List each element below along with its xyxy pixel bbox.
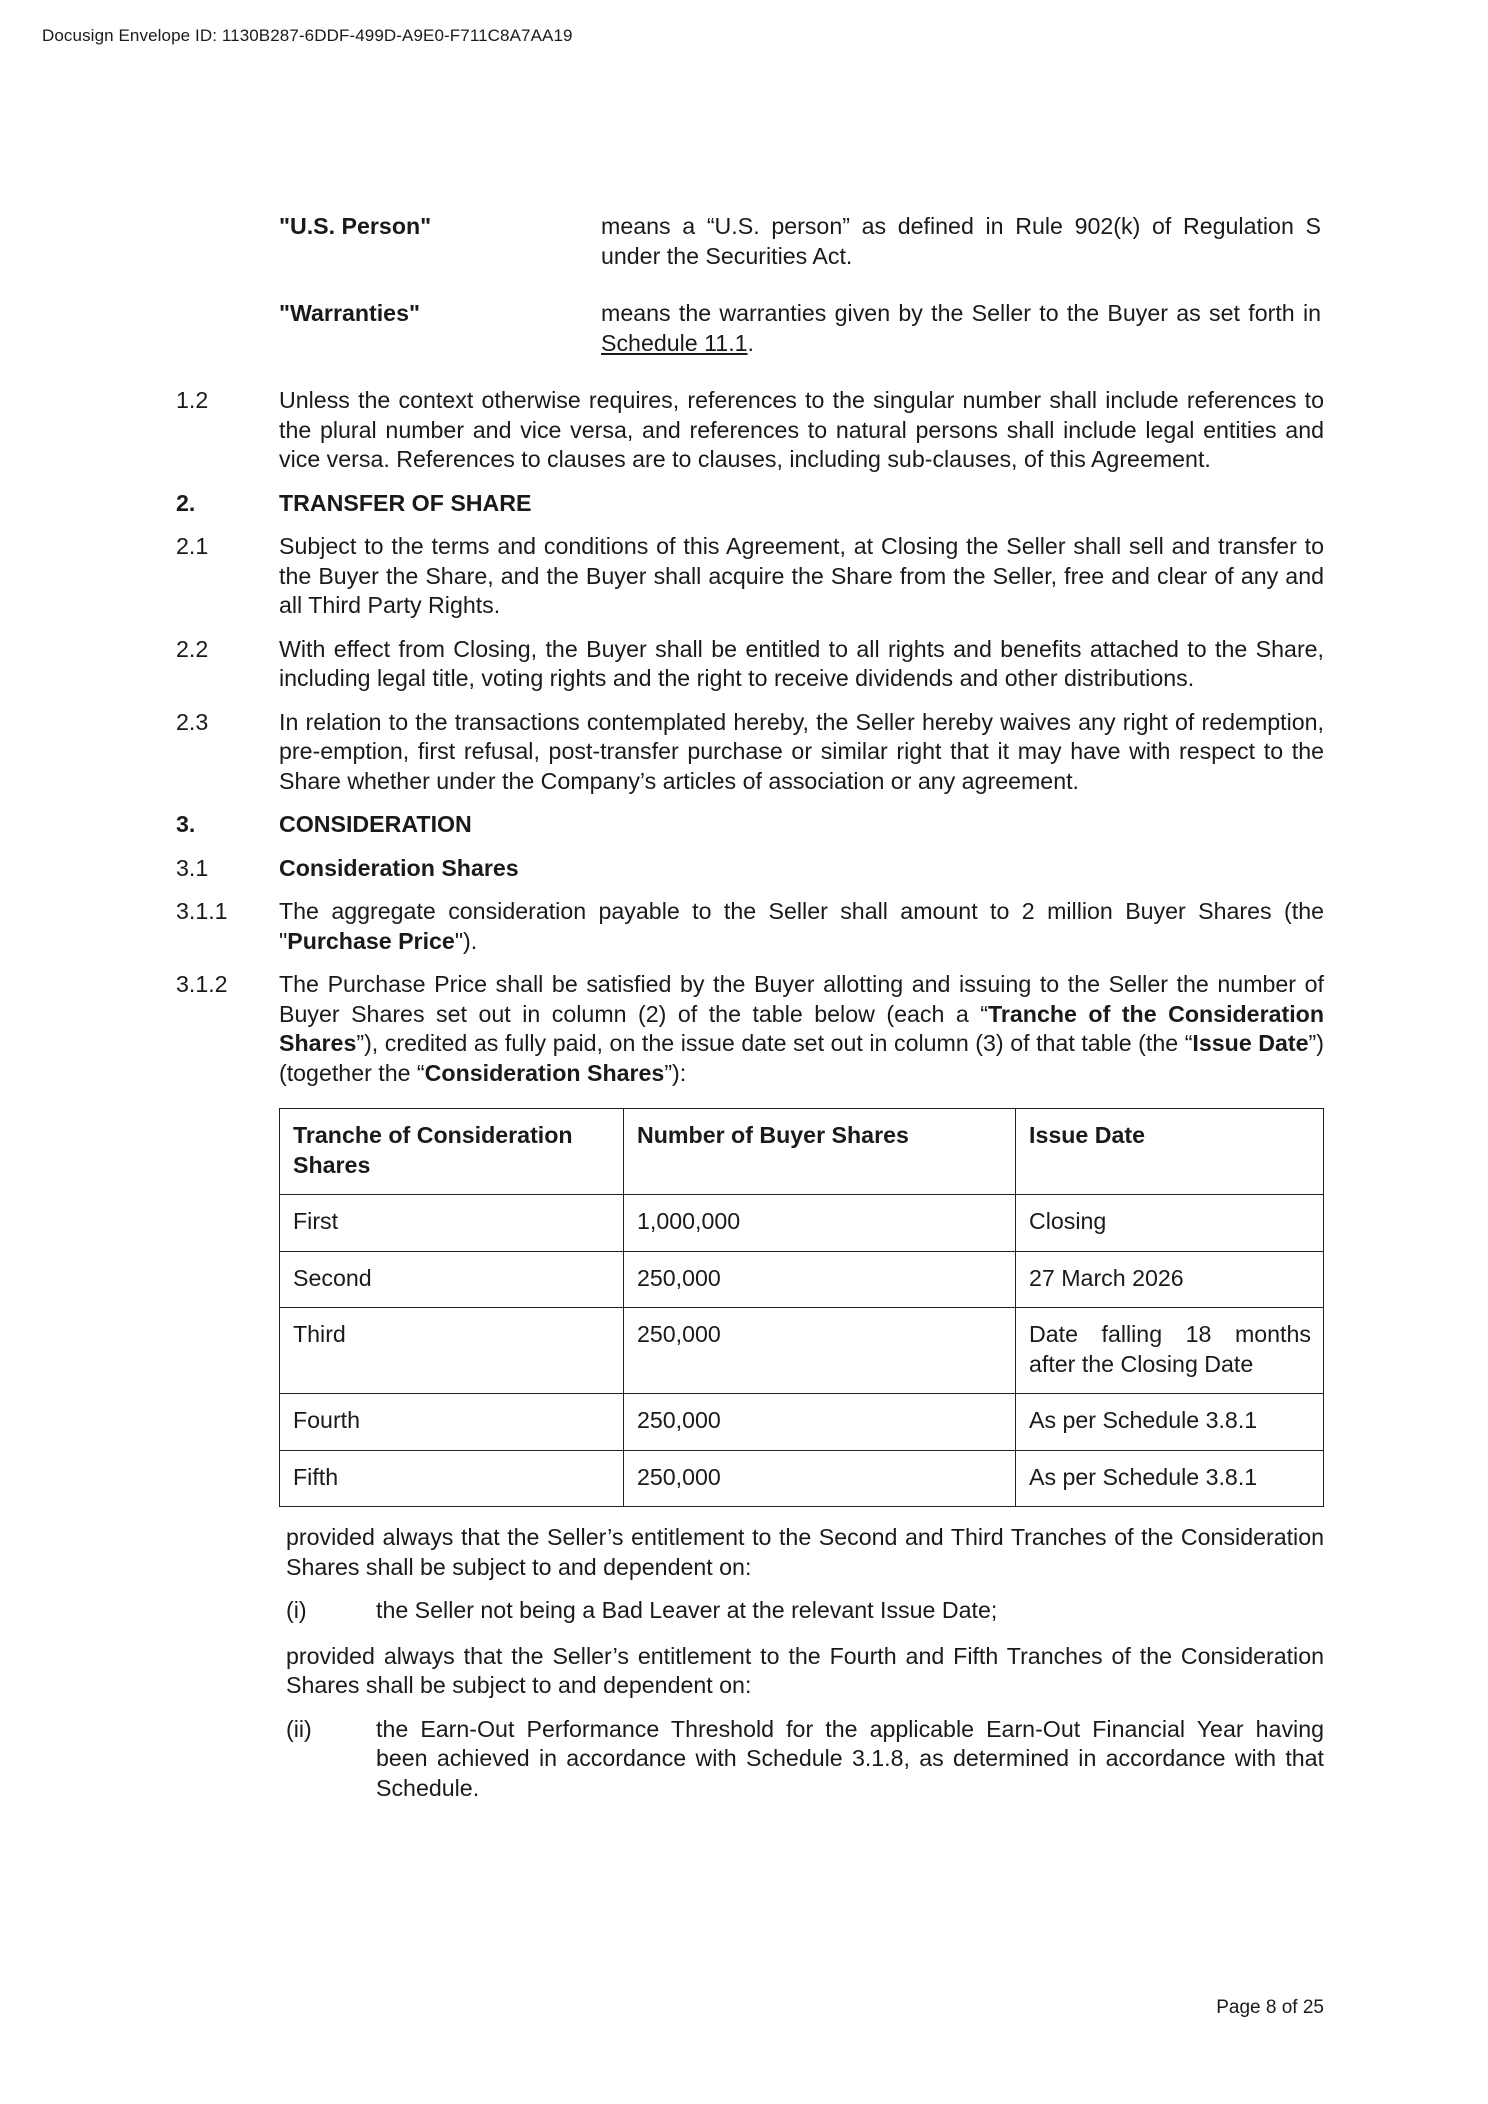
defined-term-tranche: Tranche of the Consideration Shares	[279, 1000, 1324, 1056]
clause-2-2	[176, 635, 1324, 694]
clause-2-3	[176, 708, 1324, 797]
clause-text: Subject to the terms and conditions of this Agreement, at Closing the Seller shall sell and transfer to the Buyer the Share, and the Buyer shall acquire the Share from the Seller, free and clear of any and all Third Party Rights.	[279, 533, 1324, 618]
text-part: The aggregate consideration payable to the Seller shall amount to 2 million Buyer Shares (the "	[279, 898, 1324, 954]
proviso-item-i	[286, 1596, 1324, 1626]
table-row	[280, 1450, 1324, 1507]
clause-text	[279, 970, 1324, 1088]
table-row	[280, 1195, 1324, 1252]
tranche-table	[279, 1108, 1324, 1507]
defined-term-purchase-price: Purchase Price	[287, 927, 455, 954]
docusign-envelope-id: Docusign Envelope ID: 1130B287-6DDF-499D-A9E0-F711C8A7AA19	[42, 26, 573, 45]
meaning-text: means the warranties given by the Seller to the Buyer as set forth in	[601, 300, 1321, 326]
column-header: Number of Buyer Shares	[624, 1109, 1016, 1195]
proviso-paragraph: provided always that the Seller’s entitlement to the Fourth and Fifth Tranches of the Consideration Shares shall be subject to and dependent on:	[286, 1642, 1324, 1698]
clause-text	[279, 897, 1324, 956]
definition-term: "Warranties"	[279, 300, 420, 326]
column-header: Issue Date	[1016, 1109, 1324, 1195]
table-cell: As per Schedule 3.8.1	[1016, 1450, 1324, 1507]
clause-1-2	[176, 386, 1324, 475]
clause-2-1	[176, 532, 1324, 621]
column-header: Tranche of Consideration Shares	[280, 1109, 624, 1195]
section-title: TRANSFER OF SHARE	[279, 489, 532, 516]
clause-3-1-heading	[176, 854, 1324, 884]
table-cell: 250,000	[624, 1394, 1016, 1451]
table-row	[280, 1251, 1324, 1308]
item-text: the Earn-Out Performance Threshold for the applicable Earn-Out Financial Year having been achieved in accordance with Schedule 3.1.8, as determined in accordance with that Schedule.	[376, 1715, 1324, 1801]
definition-term: "U.S. Person"	[279, 213, 432, 239]
clause-number: 2.1	[176, 533, 209, 559]
definition-meaning: means a “U.S. person” as defined in Rule 902(k) of Regulation S under the Securities Act.	[601, 213, 1321, 269]
text-part: The Purchase Price shall be satisfied by the Buyer allotting and issuing to the Seller the number of Buyer Shares set out in column (2) of the table below (each a “	[279, 971, 1324, 1027]
definition-warranties	[176, 299, 1324, 358]
clause-3-1-1	[176, 897, 1324, 956]
text-part: ”), credited as fully paid, on the issue date set out in column (3) of that table (the “	[356, 1030, 1193, 1056]
item-number: (ii)	[286, 1715, 312, 1742]
text-part: ”):	[664, 1059, 687, 1086]
subsection-title: Consideration Shares	[279, 854, 519, 881]
table-cell: Third	[280, 1308, 624, 1394]
clause-text: Unless the context otherwise requires, references to the singular number shall include references to the plural number and vice versa, and references to natural persons shall include legal entities and vice versa. References to clauses are to clauses, including sub-clauses, of this Agreement.	[279, 387, 1324, 472]
clause-number: 3.	[176, 811, 196, 837]
table-cell: 250,000	[624, 1450, 1016, 1507]
proviso-item-ii	[286, 1715, 1324, 1804]
clause-number: 3.1.1	[176, 898, 228, 924]
table-cell: 1,000,000	[624, 1195, 1016, 1252]
item-number: (i)	[286, 1597, 307, 1623]
table-cell: First	[280, 1195, 624, 1252]
text-part: ").	[454, 927, 478, 954]
schedule-11-1-link[interactable]: Schedule 11.1	[601, 329, 748, 356]
table-cell: Date falling 18 months after the Closing Date	[1016, 1308, 1324, 1394]
clause-number: 2.2	[176, 635, 209, 662]
section-title: CONSIDERATION	[279, 811, 472, 837]
clause-3-1-2	[176, 970, 1324, 1088]
clause-number: 2.	[176, 489, 196, 516]
clause-number: 3.1	[176, 854, 209, 881]
definition-meaning	[601, 299, 1321, 358]
table-row	[280, 1308, 1324, 1394]
clause-text: In relation to the transactions contemplated hereby, the Seller hereby waives any right of redemption, pre-emption, first refusal, post-transfer purchase or similar right that it may have with respect to the Share whether under the Company’s articles of association or any agreement.	[279, 708, 1324, 794]
item-text: the Seller not being a Bad Leaver at the relevant Issue Date;	[376, 1597, 998, 1623]
document-body	[176, 212, 1324, 1803]
table-cell: 250,000	[624, 1251, 1016, 1308]
table-row	[280, 1394, 1324, 1451]
proviso-paragraph: provided always that the Seller’s entitlement to the Second and Third Tranches of the Consideration Shares shall be subject to and dependent on:	[286, 1524, 1324, 1580]
table-cell: Fifth	[280, 1450, 624, 1507]
table-cell: 27 March 2026	[1016, 1251, 1324, 1308]
table-cell: As per Schedule 3.8.1	[1016, 1394, 1324, 1451]
table-header-row	[280, 1109, 1324, 1195]
defined-term-issue-date: Issue Date	[1192, 1030, 1309, 1056]
table-cell: Fourth	[280, 1394, 624, 1451]
defined-term-consideration-shares: Consideration Shares	[424, 1059, 665, 1086]
clause-text: With effect from Closing, the Buyer shall be entitled to all rights and benefits attached to the Share, including legal title, voting rights and the right to receive dividends and other distributions.	[279, 635, 1324, 691]
section-3-heading	[176, 810, 1324, 840]
clause-number: 2.3	[176, 708, 209, 735]
table-cell: 250,000	[624, 1308, 1016, 1394]
meaning-end: .	[747, 329, 754, 356]
page-number: Page 8 of 25	[1216, 1997, 1324, 2018]
table-cell: Second	[280, 1251, 624, 1308]
text-part: ”) (together the “	[279, 1030, 1324, 1086]
clause-number: 1.2	[176, 387, 209, 413]
definition-us-person	[176, 212, 1324, 271]
table-cell: Closing	[1016, 1195, 1324, 1252]
clause-number: 3.1.2	[176, 971, 228, 997]
section-2-heading	[176, 489, 1324, 519]
